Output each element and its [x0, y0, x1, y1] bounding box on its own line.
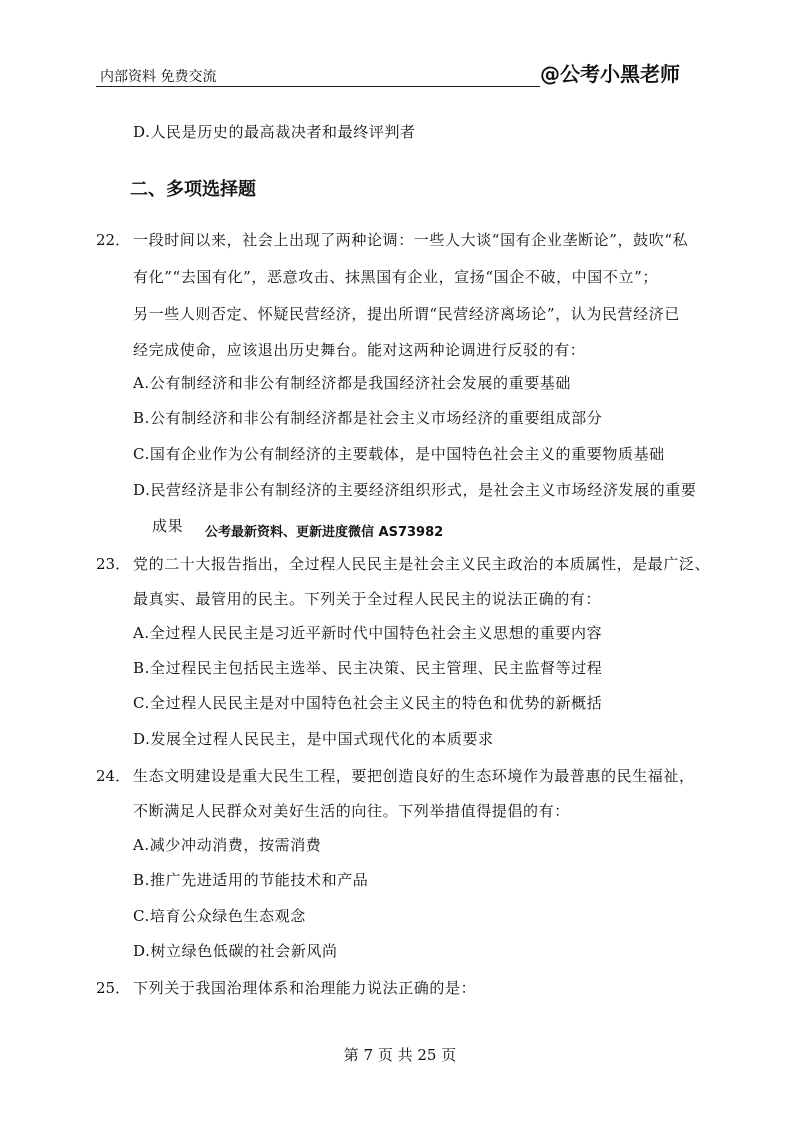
option-a: A.减少冲动消费，按需消费: [133, 836, 322, 854]
watermark-text: 公考最新资料、更新进度微信 AS73982: [205, 525, 444, 540]
question-stem-line: 有化”“去国有化”，恶意攻击、抹黑国有企业，宣扬“国企不破，中国不立”；: [133, 268, 658, 286]
question-stem-line: 党的二十大报告指出，全过程人民民主是社会主义民主政治的本质属性，是最广泛、: [133, 555, 711, 573]
option-d: D.发展全过程人民民主，是中国式现代化的本质要求: [133, 730, 494, 748]
question-number: 25．: [96, 979, 131, 997]
header-left-label: 内部资料 免费交流: [100, 69, 217, 85]
question-number: 24．: [96, 767, 131, 785]
page-footer: 第 7 页 共 25 页: [343, 1046, 457, 1064]
question-stem-line: 另一些人则否定、怀疑民营经济，提出所谓“民营经济离场论”，认为民营经济已: [133, 305, 680, 323]
option-c: C.培育公众绿色生态观念: [133, 907, 306, 925]
question-stem-line: 生态文明建设是重大民生工程，要把创造良好的生态环境作为最普惠的民生福祉，: [133, 767, 695, 785]
option-c: C.国有企业作为公有制经济的主要载体，是中国特色社会主义的重要物质基础: [133, 445, 665, 463]
question-stem-line: 最真实、最管用的民主。下列关于全过程人民民主的说法正确的有：: [133, 590, 602, 608]
option-b: B.全过程民主包括民主选举、民主决策、民主管理、民主监督等过程: [133, 659, 603, 677]
option-a: A.全过程人民民主是习近平新时代中国特色社会主义思想的重要内容: [133, 624, 603, 642]
question-stem-line: 经完成使命，应该退出历史舞台。能对这两种论调进行反驳的有：: [133, 341, 586, 359]
question-stem-line: 一段时间以来，社会上出现了两种论调：一些人大谈“国有企业垄断论”，鼓吹“私: [133, 231, 689, 249]
question-number: 23．: [96, 555, 131, 573]
section-title: 二、多项选择题: [130, 179, 256, 200]
option-a: A.公有制经济和非公有制经济都是我国经济社会发展的重要基础: [133, 374, 572, 392]
option-d-continuation: 成果: [152, 517, 184, 535]
option-d: D.树立绿色低碳的社会新风尚: [133, 942, 338, 960]
option-b: B.推广先进适用的节能技术和产品: [133, 871, 369, 889]
header-divider: [96, 86, 540, 87]
option-b: B.公有制经济和非公有制经济都是社会主义市场经济的重要组成部分: [133, 409, 603, 427]
q21-option-d: D.人民是历史的最高裁决者和最终评判者: [133, 123, 416, 141]
header-author-label: @公考小黑老师: [540, 62, 680, 86]
option-c: C.全过程人民民主是对中国特色社会主义民主的特色和优势的新概括: [133, 694, 603, 712]
question-stem-line: 不断满足人民群众对美好生活的向往。下列举措值得提倡的有：: [133, 802, 570, 820]
option-d: D.民营经济是非公有制经济的主要经济组织形式，是社会主义市场经济发展的重要: [133, 481, 697, 499]
question-number: 22．: [96, 231, 131, 249]
question-stem-line: 下列关于我国治理体系和治理能力说法正确的是：: [133, 979, 477, 997]
